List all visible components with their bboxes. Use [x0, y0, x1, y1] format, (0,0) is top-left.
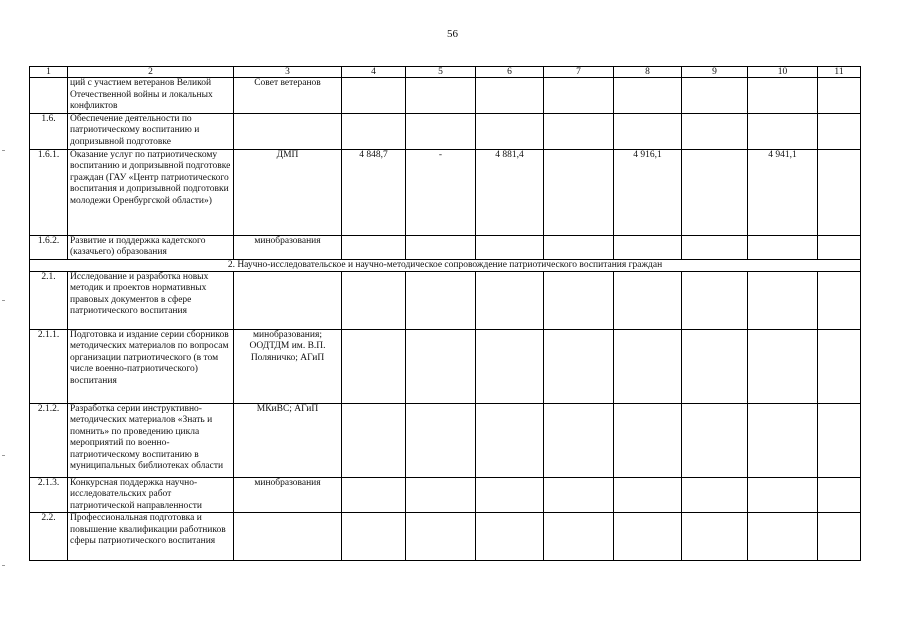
table-row [30, 403, 861, 477]
value-col-11 [818, 513, 861, 561]
row-number: 1.6.2. [30, 235, 68, 259]
value-col-9 [682, 329, 748, 403]
value-col-5: - [406, 149, 476, 235]
row-number: 1.6. [30, 113, 68, 149]
value-col-9 [682, 403, 748, 477]
value-col-8 [614, 403, 682, 477]
value-col-10 [748, 235, 818, 259]
value-col-11 [818, 235, 861, 259]
value-col-6 [476, 113, 544, 149]
value-col-4 [342, 329, 406, 403]
value-col-6 [476, 329, 544, 403]
value-col-9 [682, 78, 748, 114]
value-col-10 [748, 113, 818, 149]
section-row [30, 259, 861, 271]
executor: минобразования [234, 235, 342, 259]
table-row [30, 513, 861, 561]
activity-description: Профессиональная подготовка и повышение квалификации работников сферы патриотического воспитания [68, 513, 234, 561]
value-col-5 [406, 113, 476, 149]
header-cell: 1 [30, 67, 68, 78]
value-col-6 [476, 235, 544, 259]
value-col-4: 4 848,7 [342, 149, 406, 235]
scan-edge-mark [2, 150, 5, 151]
executor: минобразования [234, 477, 342, 513]
value-col-11 [818, 113, 861, 149]
header-cell: 3 [234, 67, 342, 78]
row-number: 2.1. [30, 271, 68, 329]
value-col-9 [682, 113, 748, 149]
executor: минобразования; ООДТДМ им. В.П. Поляничко; АГиП [234, 329, 342, 403]
value-col-5 [406, 329, 476, 403]
row-number: 2.2. [30, 513, 68, 561]
row-number: 1.6.1. [30, 149, 68, 235]
header-cell: 10 [748, 67, 818, 78]
activity-description: ций с участием ветеранов Великой Отечественной войны и локальных конфликтов [68, 78, 234, 114]
value-col-4 [342, 513, 406, 561]
header-cell: 9 [682, 67, 748, 78]
scan-edge-mark [2, 300, 5, 301]
value-col-10 [748, 78, 818, 114]
header-cell: 7 [544, 67, 614, 78]
value-col-5 [406, 271, 476, 329]
value-col-5 [406, 403, 476, 477]
table-row [30, 329, 861, 403]
value-col-4 [342, 477, 406, 513]
value-col-7 [544, 78, 614, 114]
value-col-7 [544, 149, 614, 235]
activity-description: Подготовка и издание серии сборников методических материалов по вопросам организации патриотического (в том числе военно-патриотического) воспитания [68, 329, 234, 403]
value-col-7 [544, 403, 614, 477]
value-col-11 [818, 78, 861, 114]
value-col-8 [614, 113, 682, 149]
row-number: 2.1.2. [30, 403, 68, 477]
value-col-7 [544, 113, 614, 149]
activity-description: Оказание услуг по патриотическому воспитанию и допризывной подготовке граждан (ГАУ «Центр патриотического воспитания и допризывной подготовки молодежи Оренбургской области») [68, 149, 234, 235]
row-number: 2.1.3. [30, 477, 68, 513]
value-col-8 [614, 513, 682, 561]
value-col-4 [342, 271, 406, 329]
value-col-11 [818, 149, 861, 235]
value-col-10 [748, 271, 818, 329]
row-number: 2.1.1. [30, 329, 68, 403]
value-col-11 [818, 329, 861, 403]
value-col-7 [544, 235, 614, 259]
activity-description: Конкурсная поддержка научно-исследовательских работ патриотической направленности [68, 477, 234, 513]
value-col-11 [818, 271, 861, 329]
header-cell: 6 [476, 67, 544, 78]
value-col-8 [614, 235, 682, 259]
value-col-4 [342, 235, 406, 259]
value-col-8 [614, 78, 682, 114]
scan-edge-mark [2, 455, 5, 456]
value-col-6 [476, 271, 544, 329]
value-col-5 [406, 477, 476, 513]
table-row [30, 113, 861, 149]
page-number: 56 [447, 28, 458, 40]
value-col-4 [342, 78, 406, 114]
value-col-6 [476, 477, 544, 513]
table-row [30, 78, 861, 114]
activity-description: Обеспечение деятельности по патриотическому воспитанию и допризывной подготовке [68, 113, 234, 149]
header-cell: 4 [342, 67, 406, 78]
program-activities-table [29, 66, 861, 561]
value-col-7 [544, 329, 614, 403]
value-col-6 [476, 403, 544, 477]
value-col-11 [818, 477, 861, 513]
value-col-10 [748, 513, 818, 561]
value-col-9 [682, 271, 748, 329]
activity-description: Исследование и разработка новых методик и проектов нормативных правовых документов в сфере патриотического воспитания [68, 271, 234, 329]
section-title: 2. Научно-исследовательское и научно-методическое сопровождение патриотического воспитания граждан [30, 259, 861, 271]
value-col-4 [342, 403, 406, 477]
value-col-11 [818, 403, 861, 477]
value-col-9 [682, 235, 748, 259]
value-col-10 [748, 329, 818, 403]
value-col-10 [748, 403, 818, 477]
value-col-6 [476, 78, 544, 114]
executor: МКиВС; АГиП [234, 403, 342, 477]
value-col-8 [614, 271, 682, 329]
value-col-5 [406, 78, 476, 114]
executor [234, 271, 342, 329]
value-col-10 [748, 477, 818, 513]
activity-description: Разработка серии инструктивно-методических материалов «Знать и помнить» по проведению цикла мероприятий по военно-патриотическому воспитанию в муниципальных библиотеках области [68, 403, 234, 477]
scan-edge-mark [2, 565, 5, 566]
executor [234, 113, 342, 149]
header-cell: 5 [406, 67, 476, 78]
activity-description: Развитие и поддержка кадетского (казачьего) образования [68, 235, 234, 259]
value-col-6 [476, 513, 544, 561]
value-col-6: 4 881,4 [476, 149, 544, 235]
value-col-7 [544, 477, 614, 513]
value-col-5 [406, 513, 476, 561]
value-col-8 [614, 329, 682, 403]
value-col-9 [682, 513, 748, 561]
executor [234, 513, 342, 561]
table-row [30, 149, 861, 235]
value-col-4 [342, 113, 406, 149]
value-col-5 [406, 235, 476, 259]
value-col-7 [544, 271, 614, 329]
value-col-9 [682, 477, 748, 513]
table-row [30, 235, 861, 259]
table-row [30, 271, 861, 329]
executor: ДМП [234, 149, 342, 235]
value-col-10: 4 941,1 [748, 149, 818, 235]
value-col-8: 4 916,1 [614, 149, 682, 235]
header-cell: 8 [614, 67, 682, 78]
value-col-9 [682, 149, 748, 235]
row-number [30, 78, 68, 114]
header-cell: 2 [68, 67, 234, 78]
executor: Совет ветеранов [234, 78, 342, 114]
value-col-7 [544, 513, 614, 561]
table-row [30, 477, 861, 513]
header-row [30, 67, 861, 78]
value-col-8 [614, 477, 682, 513]
header-cell: 11 [818, 67, 861, 78]
